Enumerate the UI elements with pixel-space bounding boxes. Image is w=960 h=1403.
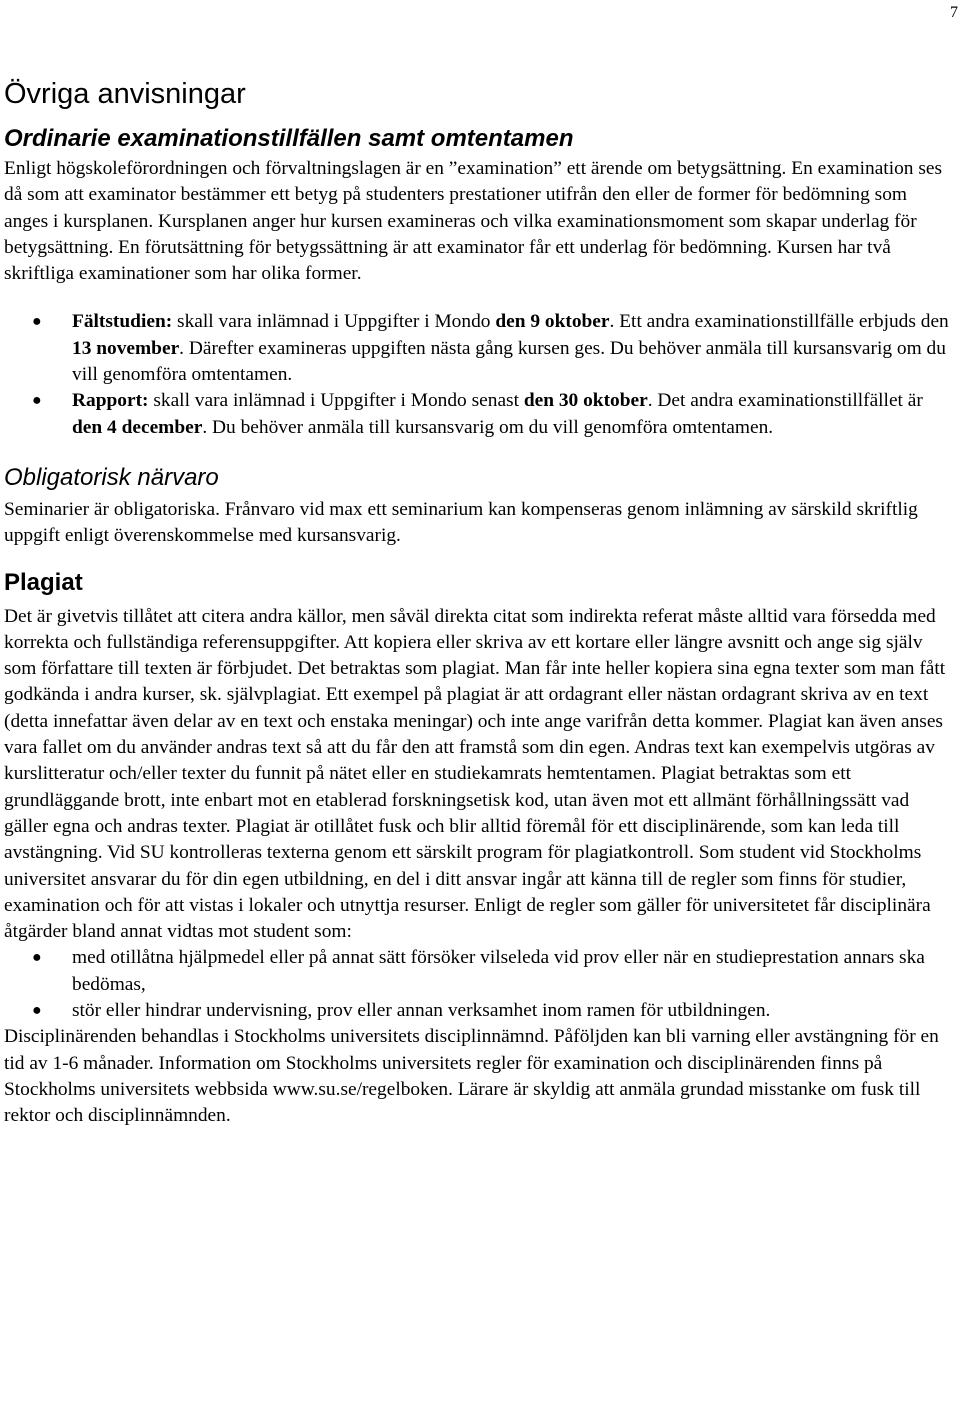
bullet-icon: ●: [32, 949, 42, 967]
paragraph-exams: Enligt högskoleförordningen och förvaltningslagen är en ”examination” ett ärende om betygsättning. En examination ses då som att examinator bestämmer ett betyg på studenters prestationer utifrån den eller de former för bedömning som anges i kursplanen. Kursplanen anger hur kursen examineras och vilka examinationsmoment som skapar underlag för betygsättning. En förutsättning för betygssättning är att examinator får ett underlag för bedömning. Kursen har två skriftliga examinationer som har olika former.: [4, 158, 943, 285]
paragraph-attendance: Seminarier är obligatoriska. Frånvaro vid max ett seminarium kan kompenseras genom inlämning av särskild skriftlig uppgift enligt överenskommelse med kursansvarig.: [4, 498, 918, 547]
discipline-list: [4, 945, 954, 1024]
paragraph-discipline-closing: Disciplinärenden behandlas i Stockholms universitets disciplinnämnd. Påföljden kan bli varning eller avstängning för en tid av 1-6 månader. Information om Stockholms universitets regler för examination och disciplinärenden finns på Stockholms universitets webbsida www.su.se/regelboken. Lärare är skyldig att anmäla grundad misstanke om fusk till rektor och disciplinnämnden.: [4, 1026, 939, 1127]
bullet-icon: ●: [32, 313, 42, 331]
document-body: [4, 76, 954, 1130]
page-title: Övriga anvisningar: [4, 78, 246, 110]
page-number: 7: [950, 4, 958, 21]
list-item-rapport: ● Rapport: skall vara inlämnad i Uppgifter i Mondo senast den 30 oktober. Det andra examinationstillfället är den 4 december. Du behöver anmäla till kursansvarig om du vill genomföra omtentamen.: [32, 390, 923, 438]
section-heading-plagiarism: Plagiat: [4, 568, 83, 596]
list-item-faltstudien: ● Fältstudien: skall vara inlämnad i Uppgifter i Mondo den 9 oktober. Ett andra examinationstillfälle erbjuds den 13 november. Därefter examineras uppgiften nästa gång kursen ges. Du behöver anmäla till kursansvarig om du vill genomföra omtentamen.: [32, 311, 949, 386]
list-item-discipline-2: ● stör eller hindrar undervisning, prov eller annan verksamhet inom ramen för utbildningen.: [4, 998, 954, 1024]
section-heading-attendance: Obligatorisk närvaro: [4, 463, 219, 491]
bullet-icon: ●: [32, 392, 42, 410]
paragraph-plagiarism: Det är givetvis tillåtet att citera andra källor, men såväl direkta citat som indirekta referat måste alltid vara försedda med korrekta och fullständiga referensuppgifter. Att kopiera eller skriva av ett kortare eller längre avsnitt och ange sig själv som författare till texten är förbjudet. Det betraktas som plagiat. Man får inte heller kopiera sina egna texter som man fått godkända i andra kurser, sk. självplagiat. Ett exempel på plagiat är att ordagrant eller nästan ordagrant skriva av en text (detta innefattar även delar av en text och enstaka meningar) och inte ange varifrån detta kommer. Plagiat kan även anses vara fallet om du använder andras text så att du får den att framstå som din egen. Andras text kan exempelvis utgöras av kurslitteratur och/eller texter du funnit på nätet eller en studiekamrats hemtentamen. Plagiat betraktas som ett grundläggande brott, inte enbart mot en etablerad forskningsetisk kod, utan även mot ett allmänt förhållningssätt vad gäller egna och andras texter. Plagiat är otillåtet fusk och blir alltid föremål för ett disciplinärende, som kan leda till avstängning. Vid SU kontrolleras texterna genom ett särskilt program för plagiatkontroll. Som student vid Stockholms universitet ansvarar du för din egen utbildning, en del i ditt ansvar ingår att känna till de regler som finns för studier, examination och för att vistas i lokaler och utnyttja resurser. Enligt de regler som gäller för universitetet får disciplinära åtgärder bland annat vidtas mot student som:: [4, 605, 946, 943]
exam-list: [4, 309, 954, 440]
bullet-icon: ●: [32, 1002, 42, 1020]
section-heading-exams: Ordinarie examinationstillfällen samt omtentamen: [4, 125, 574, 152]
list-item-discipline-1: ● med otillåtna hjälpmedel eller på annat sätt försöker vilseleda vid prov eller när en studieprestation annars ska bedömas,: [32, 947, 925, 995]
